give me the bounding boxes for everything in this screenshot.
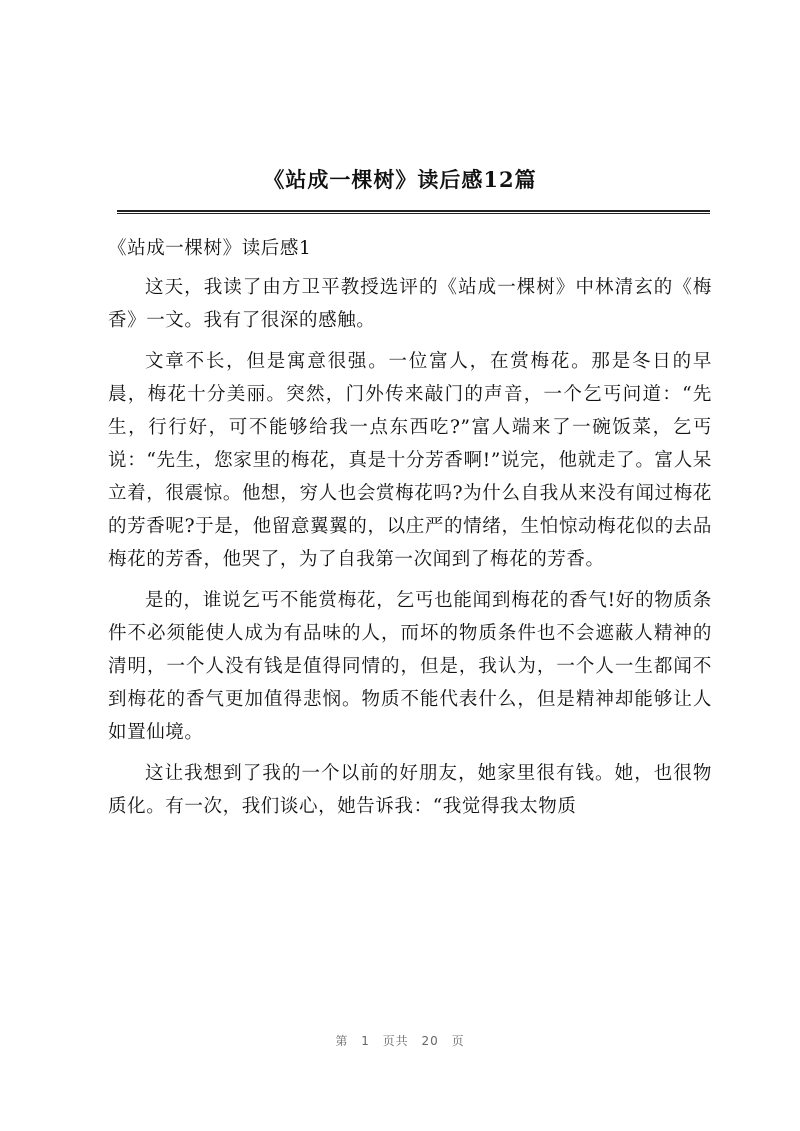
paragraph: 是的，谁说乞丐不能赏梅花，乞丐也能闻到梅花的香气!好的物质条件不必须能使人成为有品味的人，而坏的物质条件也不会遮蔽人精神的清明，一个人没有钱是值得同情的，但是，我认为，一个人一生都闻不到梅花的香气更加值得悲悯。物质不能代表什么，但是精神却能够让人如置仙境。 — [108, 590, 712, 743]
footer-current-page: 1 — [361, 1034, 370, 1048]
section-heading: 《站成一棵树》读后感1 — [108, 238, 312, 259]
paragraph: 这天，我读了由方卫平教授选评的《站成一棵树》中林清玄的《梅香》一文。我有了很深的感触。 — [108, 277, 712, 331]
footer-total-pages: 20 — [421, 1034, 439, 1048]
footer-prefix: 第 — [335, 1034, 349, 1048]
title-divider — [117, 210, 710, 214]
footer-middle: 页共 — [382, 1034, 409, 1048]
paragraph: 这让我想到了我的一个以前的好朋友，她家里很有钱。她，也很物质化。有一次，我们谈心，她告诉我：“我觉得我太物质 — [108, 763, 712, 817]
page-footer — [0, 1032, 800, 1049]
document-title: 《站成一棵树》读后感12篇 — [263, 167, 537, 192]
paragraph: 文章不长，但是寓意很强。一位富人，在赏梅花。那是冬日的早晨，梅花十分美丽。突然，门外传来敲门的声音，一个乞丐问道：“先生，行行好，可不能够给我一点东西吃?”富人端来了一碗饭菜，乞丐说：“先生，您家里的梅花，真是十分芳香啊!”说完，他就走了。富人呆立着，很震惊。他想，穷人也会赏梅花吗?为什么自我从来没有闻过梅花的芳香呢?于是，他留意翼翼的，以庄严的情绪，生怕惊动梅花似的去品梅花的芳香，他哭了，为了自我第一次闻到了梅花的芳香。 — [108, 351, 712, 570]
document-body — [108, 232, 712, 831]
footer-suffix: 页 — [451, 1034, 465, 1048]
